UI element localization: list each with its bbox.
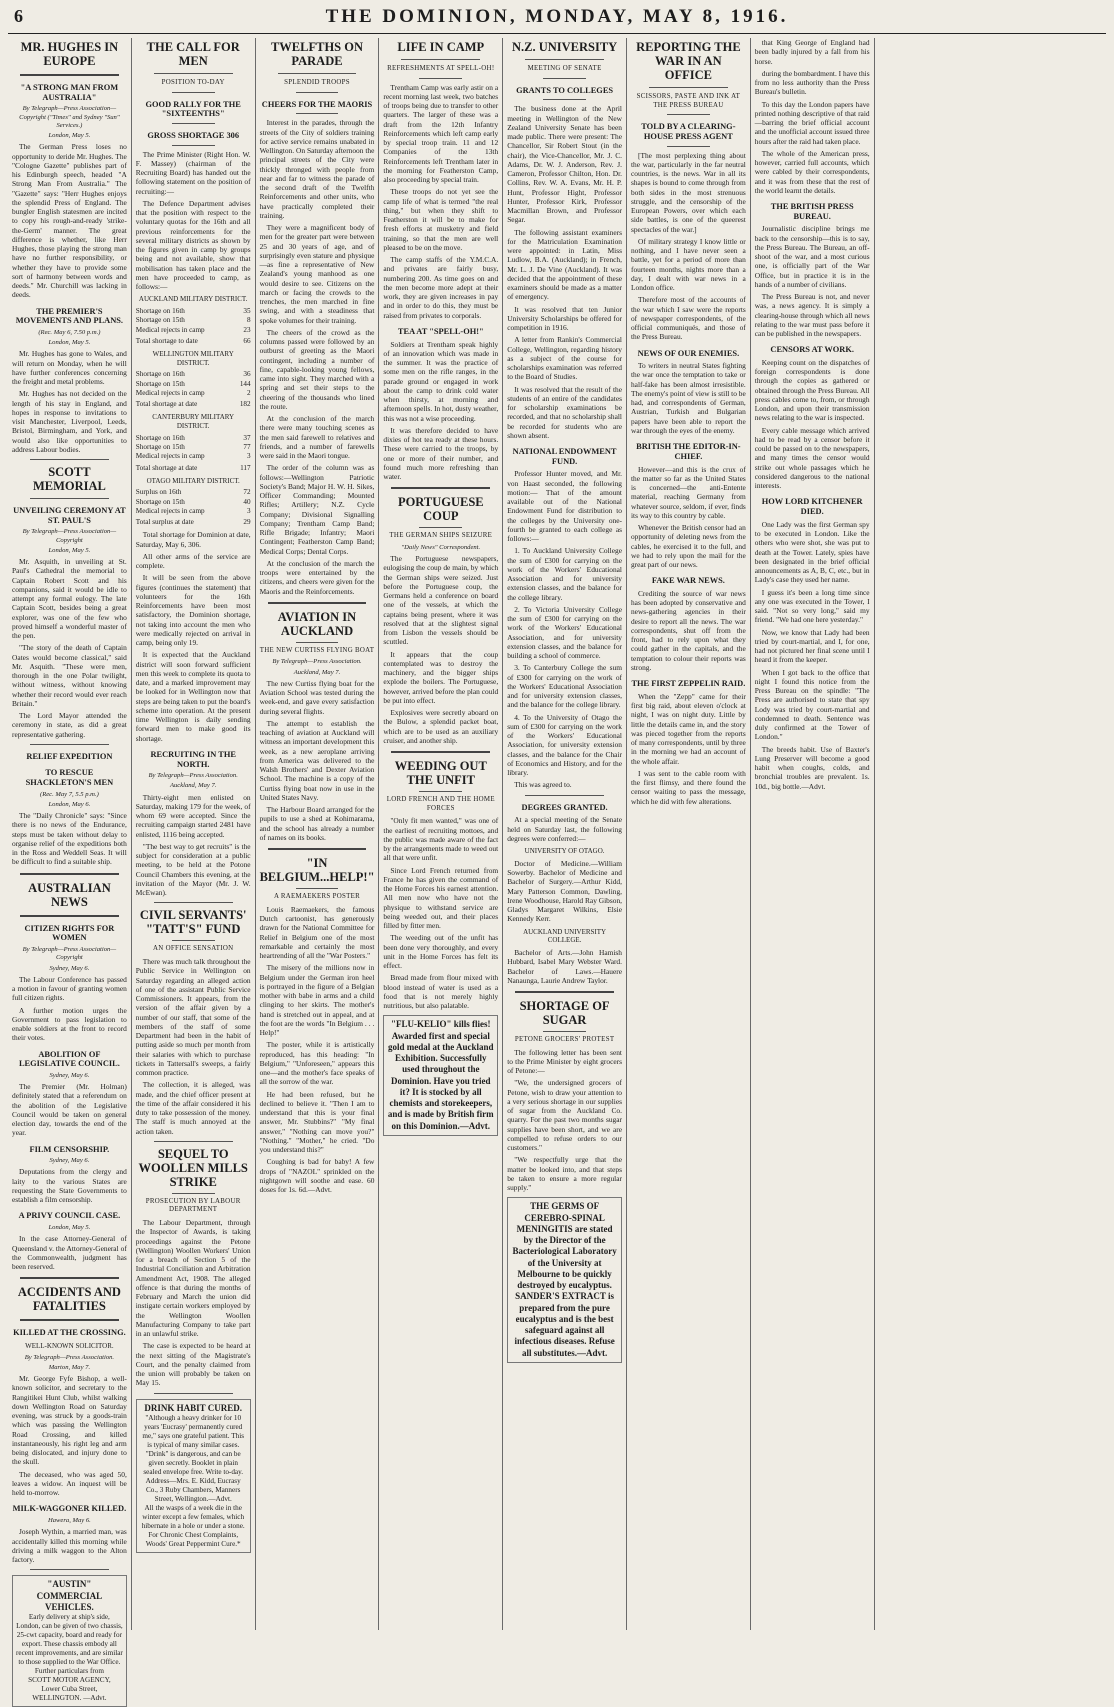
paragraph: To this day the London papers have printed nothing descriptive of that raid —barring the brief official account and the unofficial account issued three hours after the raid had taken place. — [754, 99, 870, 146]
dateline: By Telegraph—Press Association. — [148, 772, 238, 780]
deck: PETONE GROCERS' PROTEST — [514, 1036, 615, 1043]
divider — [391, 487, 490, 489]
paragraph: Therefore most of the accounts of the war which I saw were the reports of newspaper correspondents, of the official communiqués, and those of the Press Bureau. — [630, 295, 746, 342]
paragraph: Crediting the source of war news has been adopted by conservative and news-gathering agencies in their desire to report all the news. The war correspondents, shut off from the front, had to rely upon what they could gather in the capitals, and the temptation to colour their reports was strong. — [630, 588, 746, 672]
row-value: 3 — [247, 506, 251, 515]
figures-table — [136, 488, 251, 527]
headline: TWELFTHS ON PARADE — [270, 40, 364, 68]
divider — [525, 795, 604, 796]
paragraph: He had been refused, but he declined to believe it. "Then I am to understand that this is your final answer, Mr. Stubbins?" "My final answer," "Nothing can move you?" "Nothing." "Mother," he cried. "Do you understand this?" — [259, 1089, 375, 1154]
column-8 — [875, 38, 999, 1630]
divider — [20, 915, 119, 917]
row-value: 29 — [243, 518, 251, 527]
paragraph: The new Curtiss flying boat for the Aviation School was tested during the week-end, and gave every satisfaction during several flights. — [259, 678, 375, 716]
dateline: London, May 5. — [48, 546, 91, 554]
paragraph: Every cable message which arrived had to be read by a censor before it could be passed on to the newspapers, and many times the censor would strike out whole passages which he considered dangerous to the national interests. — [754, 425, 870, 491]
dateline: London, May 5. — [48, 132, 91, 140]
paragraph: The cheers of the crowd as the columns passed were followed by an outburst of greeting as the Maori contingent, including a number of fine, capable-looking young fellows, came into sight. They marched with a spring and set their steps to the cheering of the thousands who lined the route. — [259, 327, 375, 411]
dateline: By Telegraph—Press Association—Copyright ("Times" and Sydney "Sun" Services.) — [19, 105, 120, 129]
divider — [20, 74, 119, 76]
headline: MR. HUGHES IN EUROPE — [20, 40, 119, 68]
paragraph: A further motion urges the Government to pass legislation to enable soldiers at the front to record their votes. — [12, 1005, 127, 1043]
paragraph: Interest in the parades, through the streets of the City of soldiers training for active service remains unabated in Wellington. On Saturday afternoon the principal streets of the City were thickly thronged with people from near and far to witness the parade of the second draft of the Twelfth Reinforcements and other units, who have practically completed their training. — [259, 118, 375, 220]
divider — [296, 642, 339, 643]
paragraph: The Labour Conference has passed a motion in favour of granting women full citizen rights. — [12, 974, 127, 1003]
row-value: 40 — [243, 497, 251, 506]
row-value: 23 — [243, 325, 251, 334]
divider — [30, 459, 109, 460]
paragraph: "The best way to get recruits" is the subject for consideration at a public meeting, to be held at the Potone Council Chambers this evening, at the invitation of the Mayor (Mr. J. W. McEwan). — [135, 841, 251, 898]
figures-table — [136, 307, 251, 346]
paragraph: Thirty-eight men enlisted on Saturday, making 179 for the week, of whom 69 were accepted. Since the recruiting campaign started 2481 have enlisted, 1116 being accepted. — [135, 792, 251, 839]
paragraph: Mr. Hughes has not decided on the length of his stay in England, and hopes in response to invitations to visit Manchester, Liverpool, Leeds, Bristol, Birmingham, and York, and would also like opportunities to address Labour bodies. — [12, 389, 127, 454]
subheadline: ABOLITION OF LEGISLATIVE COUNCIL. — [18, 1049, 120, 1069]
ad-line: DRINK HABIT CURED. — [144, 1402, 242, 1413]
page-number: 6 — [14, 6, 23, 26]
divider — [419, 791, 462, 792]
paragraph: It was therefore decided to have dixies of hot tea ready at these hours. These were carried to the troops, by one or more of their number, and found much more refreshing than water. — [383, 425, 499, 482]
paragraph: Deputations from the clergy and laity to the various States are requesting the State Governments to establish a film censorship. — [12, 1167, 127, 1205]
divider — [278, 73, 357, 74]
headline: THE CALL FOR MEN — [146, 40, 240, 68]
paragraph: Mr. Asquith, in unveiling at St. Paul's Cathedral the memorial to Captain Robert Scott and his companions, said it would be idle to attempt any formal eulogy. The late Captain Scott, besides being a great explorer, was one of the few who proved himself a wonderful master of the pen. — [12, 557, 127, 641]
paragraph: It is expected that the Auckland district will soon forward sufficient men this week to complete its quota to date, and a marked improvement may be looked for in Wellington now that steps are being taken to put the board's scheme into operation. At the present time Wellington is daily sending forward men to make good its shortage. — [135, 650, 251, 743]
dateline: Auckland, May 7. — [293, 668, 341, 676]
subheadline: GROSS SHORTAGE 306 — [147, 130, 240, 140]
headline: ACCIDENTS AND FATALITIES — [17, 1285, 121, 1314]
divider — [667, 146, 710, 147]
ad-line: THE GERMS OF CEREBRO-SPINAL MENINGITIS are stated by the Director of the Bacteriological Laboratory of the University at Melbourne to be quickly destroyed by eucalyptus. SANDER'S EXTRACT is prepared from the pure eucalyptus and is the best safeguard against all infectious diseases. Refuse all substitutes.—Advt. — [512, 1201, 617, 1358]
paragraph: Bachelor of Arts.—John Hamish Hubbard, Isabel Mary Webster Ward. Bachelor of Laws.—Hauere Nanaunga, Laurie Andrew Taylor. — [507, 948, 622, 985]
paragraph: Bread made from flour mixed with blood instead of water is used as a food that is not merely highly nutritious, but also palatable. — [383, 973, 499, 1011]
table-row — [136, 380, 251, 389]
section-label: CANTERBURY MILITARY DISTRICT. — [152, 413, 235, 431]
table-row — [136, 400, 251, 409]
paragraph: The Premier (Mr. Holman) definitely stated that a referendum on the abolition of the Legislative Council would be taken on general election day, towards the end of the year. — [12, 1082, 127, 1138]
headline: AUSTRALIAN NEWS — [28, 880, 111, 909]
dateline: Sydney, May 6. — [49, 964, 90, 972]
table-row — [136, 498, 251, 507]
paragraph: These troops do not yet see the camp life of what is termed "the real thing," but when they shift to Featherston it will be to make for fresh efforts at musketry and field training, so that the men are well pleased to be on the move. — [383, 187, 499, 252]
table-row — [136, 326, 251, 335]
deck: A RAEMAEKERS POSTER — [273, 893, 361, 901]
table-row — [136, 507, 251, 516]
deck: SCISSORS, PASTE AND INK AT THE PRESS BUREAU — [636, 93, 741, 109]
subheadline: CENSORS AT WORK. — [770, 345, 854, 355]
divider — [649, 87, 728, 88]
subheadline: A PRIVY COUNCIL CASE. — [18, 1211, 121, 1221]
headline: PORTUGUESE COUP — [397, 495, 484, 524]
paragraph: At a special meeting of the Senate held on Saturday last, the following degrees were conferred:— — [507, 815, 622, 843]
paragraph: They were a magnificent body of men for the greater part were between 25 and 30 years of age, and of surprisingly even stature and physique—as fine a representative of New Zealand's young manhood as one would desire to see. Citizens on the march or facing the crowds to the trenches, the men marched in fine swing, and with a steadiness that spoke volumes for their training. — [259, 223, 375, 325]
row-value: 35 — [243, 307, 251, 316]
section-label: AUCKLAND UNIVERSITY COLLEGE. — [523, 927, 607, 945]
paragraph: "Only fit men wanted," was one of the earliest of recruiting mottoes, and the public was made aware of the fact by the arrangements made to weed out all that were unfit. — [383, 816, 499, 863]
row-value: 37 — [243, 433, 251, 442]
deck: THE GERMAN SHIPS SEIZURE — [389, 532, 493, 540]
deck: THE NEW CURTISS FLYING BOAT — [259, 646, 375, 654]
paragraph: When the "Zepp" came for their first big raid, about eleven o'clock at night, I was on night duty. Little by little the details came in, and the story was pieced together from the reports of many correspondents, until by three in the morning we had an account of the whole affair. — [630, 691, 746, 766]
row-label: Medical rejects in camp — [135, 388, 205, 397]
row-value: 36 — [243, 370, 251, 379]
table-row — [136, 316, 251, 325]
figures-table — [136, 370, 251, 409]
advertisement — [12, 1575, 127, 1707]
divider — [30, 744, 109, 745]
paragraph: Joseph Wythin, a married man, was accidentally killed this morning while driving a milk waggon to the Alton factory. — [12, 1527, 127, 1565]
column-1 — [8, 38, 132, 1703]
paragraph: 1. To Auckland University College the sum of £300 for carrying on the work of the Workers' Educational Association and for university extension classes, and the balance for the college library. — [507, 546, 622, 602]
row-value: 144 — [239, 379, 251, 388]
paragraph: The following letter has been sent to the Prime Minister by eight grocers of Petone:— — [507, 1047, 622, 1076]
paragraph: The German Press loses no opportunity to deride Mr. Hughes. The "Cologne Gazette" publishes part of his Edinburgh speech, headed "A Strong Man From Australia." The "Gazette" says: "Herr Hughes enjoys the splendid Press of England. The bungler English statesmen are incited to copy his rough-and-ready 'strike-the-Germ' manner. The great difference is whether, like Herr Hughes, those playing the strong man have no further responsibility, or whether they have to provide some sort of harmony between words and deeds." Mr. Churchill was lacking in deeds. — [12, 142, 127, 300]
ad-line: Early delivery at ship's side, London, can be given of two chassis, 25-cwt capacity, board and ready for export. These chassis embody all recent improvements, and are similar to those supplied to the War Office. — [16, 1613, 123, 1667]
row-label: Total shortage to date — [135, 336, 198, 345]
paragraph: However—and this is the crux of the matter so far as the United States is concerned—the anti-Entente material, reaching Germany from whatever source, seldom, if ever, finds its way to this country by cable. — [630, 464, 746, 520]
divider — [20, 873, 119, 875]
divider — [419, 527, 462, 528]
paragraph: The attempt to establish the teaching of aviation at Auckland will witness an important development this week, as a new aeroplane arriving from America was delivered to the Walsh Brothers' and Dexter Aviation School. The machine is a copy of the Curtiss flying boat now in use in the United States Navy. — [259, 718, 375, 802]
row-label: Shortage on 16th — [135, 433, 185, 442]
table-row — [136, 337, 251, 346]
row-label: Surplus on 16th — [135, 488, 182, 497]
paragraph: Doctor of Medicine.—William Sowerby. Bachelor of Medicine and Bachelor of Surgery.—Arthur Kidd, Mary Patterson Common, Dawling, Irene Woodhouse, Harold Ray Gibson, Gladys Margaret Wilkins, Elsie Kennedy Kerr. — [507, 858, 622, 924]
table-row — [136, 443, 251, 452]
row-label: Total shortage at date — [135, 463, 198, 472]
paragraph: The whole of the American press, however, carried full accounts, which were cabled by their correspondents, and it was from these that the rest of the world learnt the details. — [754, 148, 870, 195]
divider — [172, 145, 215, 146]
row-label: Shortage on 15th — [135, 443, 185, 452]
deck: MEETING OF SENATE — [527, 65, 602, 72]
divider — [543, 78, 586, 79]
table-row — [136, 389, 251, 398]
divider — [268, 848, 367, 850]
divider — [154, 1141, 233, 1142]
subheadline: KILLED AT THE CROSSING. — [13, 1328, 126, 1338]
paragraph: In the case Attorney-General of Queensland v. the Attorney-General of the Commonwealth, judgment has been reserved. — [12, 1234, 127, 1272]
subheadline: BRITISH THE EDITOR-IN-CHIEF. — [636, 442, 741, 461]
dateline: (Rec. May 6, 7.50 p.m.) — [38, 328, 101, 336]
paragraph: It appears that the coup contemplated was to destroy the machinery, and the bigger ships explode the boilers. The Portuguese, however, arrived before the plan could be put into effect. — [383, 649, 499, 705]
table-row — [136, 518, 251, 527]
paragraph: At the conclusion of the march there were many touching scenes as the men said farewell to relatives and friends, and a number of farewells were said in the Maori tongue. — [259, 414, 375, 461]
paragraph: The "Daily Chronicle" says: "Since there is no news of the Endurance, steps must be taken without delay to organise relief of the expeditions both in the Ross and Weddell Seas. It will be difficult to find a suitable ship. — [12, 811, 127, 867]
paragraph: during the bombardment. I have this from no less authority than the Press Bureau's bulletin. — [754, 68, 870, 97]
subheadline: CHEERS FOR THE MAORIS — [261, 99, 373, 109]
ad-line: "FLU-KELIO" kills flies! Awarded first and special gold medal at the Auckland Exhibition. Successfully used throughout the Dominion. Have you tried it? It is stocked by all chemists and storekeepers, and is made by British firm on this Dominion.—Advt. — [387, 1019, 494, 1131]
paragraph: The case is expected to be heard at the next sitting of the Magistrate's Court, and the penalty claimed from the union will probably be taken on May 15. — [135, 1341, 251, 1388]
subheadline: HOW LORD KITCHENER DIED. — [761, 497, 863, 517]
paragraph: One Lady was the first German spy to be executed in London. Like the others who were shot, she was put to death at the Tower. Lately, spies have been designated in the brief official announcements as A, B, C, etc., but in Lady's case they used her name. — [754, 519, 870, 585]
advertisement — [507, 1197, 622, 1363]
paragraph: Whenever the British censor had an opportunity of deleting news from the cables, he exercised it to the full, and we had to rely upon the mail for the great part of our news. — [630, 523, 746, 570]
subheadline: TO RESCUE SHACKLETON'S MEN — [25, 768, 114, 788]
row-label: Total surplus at date — [135, 518, 194, 527]
subheadline: NATIONAL ENDOWMENT FUND. — [512, 447, 617, 466]
paragraph: It will be seen from the above figures (continues the statement) that volunteers for the 16th Reinforcements have been most satisfactory, the Dominion shortage, not taking into account the men who were medically rejected on arrival in camp, being only 19. — [135, 573, 251, 648]
row-value: 77 — [243, 443, 251, 452]
paragraph: There was much talk throughout the Public Service in Wellington on Saturday regarding an alleged action of one of the assistant Public Service Commissioners. It appears, from the version of the affair given by a number of our staff, that some of the members of the staff of some Department had been in the habit of putting aside so much per month from their salaries with which to purchase tickets in Tattersall's sweeps, a fairly common practice. — [135, 957, 251, 1077]
divider — [401, 59, 480, 60]
table-row — [136, 452, 251, 461]
paragraph: "The story of the death of Captain Oates would become classical," said Mr. Asquith. "These were men, thorough in the one Polar twilight, without witness, without knowing whether their record would ever reach Britain." — [12, 643, 127, 708]
paragraph: "We respectfully urge that the matter be looked into, and that steps be taken to ensure a more regular supply." — [507, 1155, 622, 1193]
subheadline: THE FIRST ZEPPELIN RAID. — [631, 679, 746, 689]
subheadline: FAKE WAR NEWS. — [651, 576, 725, 586]
paragraph: Since Lord French returned from France he has given the command of the Home Forces his earnest attention. All men now who have not the physique to withstand service are being weeded out, and their places filled by fitter men. — [383, 865, 499, 931]
subheadline: RECRUITING IN THE NORTH. — [150, 749, 236, 769]
row-value: 182 — [239, 400, 251, 409]
dateline: Auckland, May 7. — [169, 782, 217, 790]
paragraph: Now, we know that Lady had been tried by court-martial, and I, for one, had not pictured her final scene until I heard it from the keeper. — [754, 627, 870, 665]
row-label: Shortage on 16th — [135, 370, 185, 379]
dateline: By Telegraph—Press Association. — [272, 658, 362, 666]
section-label: UNIVERSITY OF OTAGO. — [524, 847, 605, 855]
deck: REFRESHMENTS AT SPELL-OH! — [387, 65, 495, 72]
paragraph: The poster, while it is artistically reproduced, has this heading: "In Belgium," "Unforeseen," appears this one—and the mother's face speaks of all the sorrow of the war. — [259, 1040, 375, 1087]
paragraph: Trentham Camp was early astir on a recent morning last week, two batches of troops being due to transfer to other quarters. The larger of these was a draft from the 12th Infantry Reinforcements which left camp early by special troop train. 11 and 12 Companies of the 13th Reinforcements left Trentham later in the morning for Featherston Camp, also proceeding by special train. — [383, 82, 499, 185]
section-label: AUCKLAND MILITARY DISTRICT. — [138, 295, 248, 304]
row-value: 66 — [243, 336, 251, 345]
divider — [391, 751, 490, 753]
deck: LORD FRENCH AND THE HOME FORCES — [386, 796, 495, 812]
paragraph: The following assistant examiners for the Matriculation Examination were appointed: in Latin, Miss Ludlow, B.A. (Auckland); in French, Mr. L. J. De Vine (Auckland). It was decided that the appointment of these examiners should be made as a matter of emergency. — [507, 227, 622, 302]
paragraph: The Prime Minister (Right Hon. W. F. Massey) (chairman of the Recruiting Board) has handed out the following statement on the position of recruiting:— — [135, 149, 251, 196]
headline: WEEDING OUT THE UNFIT — [394, 759, 487, 788]
ad-line: SCOTT MOTOR AGENCY, — [28, 1676, 111, 1685]
row-value: 117 — [240, 463, 251, 472]
ad-line: All the wasps of a week die in the winter except a few females, which hibernate in a hole or under a stone. — [141, 1503, 245, 1530]
row-value: 2 — [247, 388, 251, 397]
divider — [543, 99, 586, 100]
paragraph: 4. To the University of Otago the sum of £300 for carrying on the work of the Workers' Educational Association, for university extension classes, and the balance for the Chair of Economics and History, and for the library. — [507, 712, 622, 778]
paragraph: The camp staffs of the Y.M.C.A. and privates are fairly busy, numbering 200. As time goes on and the men become more adept at their work, they are given increases in pay and in order to do this, they must be raised from privates to corporals. — [383, 255, 499, 320]
paragraph: The order of the column was as follows:—Wellington Patriotic Society's Band; Major H. W. H. Sikes, Officer Commanding; Mounted Rifles; Artillery; N.Z. Cycle Company; Divisional Signalling Company; Trentham Camp Band; Rifle Brigade; Infantry; Maori Contingent; Featherston Camp Band; Medical Corps; Dental Corps. — [259, 463, 375, 556]
subheadline: TOLD BY A CLEARING-HOUSE PRESS AGENT — [641, 122, 736, 141]
divider — [296, 92, 339, 93]
paragraph: The deceased, who was aged 50, leaves a widow. An inquest will be held to-morrow. — [12, 1469, 127, 1498]
paragraph: The weeding out of the unfit has been done very thoroughly, and every unit in the Home Forces has felt its effect. — [383, 933, 499, 971]
divider — [296, 888, 339, 889]
dateline: London, May 5. — [48, 339, 91, 347]
columns-container — [8, 38, 1106, 1703]
table-row — [136, 464, 251, 473]
table-row — [136, 434, 251, 443]
dateline: By Telegraph—Press Association. — [24, 1353, 115, 1361]
subheadline: THE PREMIER'S MOVEMENTS AND PLANS. — [15, 306, 124, 326]
paragraph: This was agreed to. — [514, 780, 572, 790]
column-4 — [379, 38, 503, 1630]
subheadline: THE BRITISH PRESS BUREAU. — [770, 202, 854, 221]
subheadline: DEGREES GRANTED. — [521, 802, 608, 812]
column-2 — [132, 38, 256, 1630]
paragraph: When I got back to the office that night I found this notice from the Press Bureau on the spindle: "The Press are authorised to state that spy Lody was tried by court-martial and condemned to death. Sentence was duly confirmed at the Tower of London." — [754, 667, 870, 742]
advertisement — [136, 1399, 251, 1553]
paragraph: The Lord Mayor attended the ceremony in state, as did a great representative gathering. — [12, 711, 127, 739]
headline: LIFE IN CAMP — [397, 40, 485, 54]
paragraph: Mr. Hughes has gone to Wales, and will return on Monday, when he will have further conferences concerning the freight and metal problems. — [12, 349, 127, 387]
subheadline: FILM CENSORSHIP. — [29, 1144, 110, 1154]
paragraph: [The most perplexing thing about the war, particularly in the far neutral countries, is the news. War in all its shapes is bound to come through from both sides in the most strenuous struggle, and the censorship of the European Powers, over which each side battles, is one of the queerest spectacles of the war.] — [630, 150, 746, 234]
paragraph: It was resolved that ten Junior University Scholarships be offered for competition in 1916. — [507, 304, 622, 333]
paragraph: I guess it's been a long time since any one was executed in the Tower, I said. "Not so very long," said my friend. "We had one here yesterday." — [754, 587, 870, 625]
subheadline: "A STRONG MAN FROM AUSTRALIA" — [20, 83, 119, 102]
subheadline: MILK-WAGGONER KILLED. — [12, 1504, 127, 1514]
paragraph: The Labour Department, through the Inspector of Awards, is taking proceedings against the Petone (Wellington) Woollen Workers' Union for a breach of Section 5 of the Industrial Conciliation and Arbitration Amendment Act, 1908. The alleged offence is that during the months of February and March the union did instigate certain workers employed by the Wellington Woollen Manufacturing Company to take part in an unlawful strike. — [135, 1218, 251, 1338]
paragraph: Soldiers at Trentham speak highly of an innovation which was made in the summer. It was the practice of some men on the rifle ranges, in the parade ground or engaged in work about the camp to drink cold water when thirsty, at morning and afternoon spells. In hot, dusty weather, this was not a wise proceeding. — [383, 339, 499, 423]
headline: SEQUEL TO WOOLLEN MILLS STRIKE — [138, 1146, 248, 1189]
divider — [154, 1393, 233, 1394]
subheadline: TEA AT "SPELL-OH!" — [397, 326, 484, 336]
paragraph: Mr. George Fyfe Bishop, a well-known solicitor, and secretary to the Rangitikei Hunt Club, whilst walking down Wellington Road on Saturday evening, was struck by a goods-train which was passing the Wellington Road Crossing, and killed instantaneously, his right leg and arm being dislocated, and injury done to the skull. — [12, 1374, 127, 1467]
paragraph: A letter from Rankin's Commercial College, Wellington, regarding history as a subject of the course for scholarships examination was referred to the Board of Studies. — [507, 335, 622, 382]
divider — [172, 92, 215, 93]
subheadline: UNVEILING CEREMONY AT ST. PAUL'S — [13, 506, 126, 525]
paragraph: The collection, it is alleged, was made, and the chief officer present at the time of the affair considered it his duty to take possession of the money. The staff is much annoyed at the action taken. — [135, 1080, 251, 1136]
paragraph: The Harbour Board arranged for the pupils to use a shed at Kohimarama, and the school has already a number of names on its books. — [259, 805, 375, 842]
figures-table — [136, 434, 251, 473]
headline: CIVIL SERVANTS' "TATT'S" FUND — [139, 908, 247, 937]
row-label: Shortage on 16th — [135, 307, 185, 316]
paragraph: Of military strategy I know little or nothing, and I have never seen a battle, yet for a period of more than fourteen months, nights more than a day, I dealt with war news in a London office. — [630, 236, 746, 293]
divider — [543, 1031, 586, 1032]
divider — [20, 1319, 119, 1321]
deck: POSITION TO-DAY — [161, 79, 225, 86]
divider — [172, 1193, 215, 1194]
headline: N.Z. UNIVERSITY — [511, 40, 618, 54]
headline: "IN BELGIUM...HELP!" — [259, 856, 375, 885]
paragraph: I was sent to the cable room with the first flimsy, and there found the censor waiting to pass the message, which he did with few alterations. — [630, 768, 746, 806]
row-value: 8 — [247, 316, 251, 325]
divider — [296, 113, 339, 114]
row-label: Medical rejects in camp — [135, 506, 205, 515]
table-row — [136, 370, 251, 379]
column-5 — [503, 38, 627, 1630]
row-label: Shortage on 15th — [135, 316, 185, 325]
table-row — [136, 488, 251, 497]
paragraph: Explosives were secretly aboard on the Bulow, a splendid packet boat, which are to be used as an auxiliary cruiser, and another ship. — [383, 708, 499, 745]
paragraph: 3. To Canterbury College the sum of £300 for carrying on the work of the Workers' Educational Association and for university extension classes, and the balance for the college library. — [507, 663, 622, 710]
paragraph: Louis Raemaekers, the famous Dutch cartoonist, has generously drawn for the National Committee for Relief in Belgium one of the most remarkable and certainly the most heartrending of all the "War Posters." — [259, 904, 375, 960]
column-6 — [627, 38, 751, 1630]
row-value: 3 — [247, 452, 251, 461]
dateline: Sydney, May 6. — [49, 1071, 90, 1079]
paragraph: Keeping count on the dispatches of foreign correspondents is done through the copies as gathered or obtained through the Press Bureau. All press cables come to, from, or through London, and upon their transmission news relating to the war is inspected. — [754, 357, 870, 423]
dateline: By Telegraph—Press Association—Copyright — [22, 528, 117, 544]
section-label: OTAGO MILITARY DISTRICT. — [146, 476, 240, 485]
column-3 — [256, 38, 380, 1630]
ad-line: WELLINGTON. —Advt. — [32, 1694, 107, 1703]
section-label: WELLINGTON MILITARY DISTRICT. — [152, 349, 234, 367]
divider — [268, 602, 367, 604]
divider — [172, 123, 215, 124]
paragraph: "We, the undersigned grocers of Petone, wish to draw your attention to a very serious shortage in our supplies of sugar from the Auckland Co. quarry. For the past two months sugar supplies have been short, and we are compelled to refuse orders to our customers." — [507, 1078, 622, 1153]
paragraph: The Press Bureau is not, and never was, a news agency. It is simply a clearing-house through which all news relating to the war must pass before it can be published in the newspapers. — [754, 292, 870, 339]
divider — [154, 902, 233, 903]
dateline: Hawera, May 6. — [47, 1517, 91, 1525]
section-label: WELL-KNOWN SOLICITOR. — [25, 1341, 114, 1350]
row-label: Shortage on 15th — [135, 379, 185, 388]
subheadline: CITIZEN RIGHTS FOR WOMEN — [24, 923, 115, 943]
paragraph: The Defence Department advises that the position with respect to the voluntary quotas for the 16th and all previous reinforcements for the several military districts as shown by the figures given in camp by groups being and not available, show that mobilisation has taken place and the men have proceeded to camp, as follows:— — [135, 198, 251, 292]
subheadline: GOOD RALLY FOR THE "SIXTEENTHS" — [145, 99, 241, 119]
ad-line: Further particulars from — [34, 1667, 104, 1676]
row-label: Medical rejects in camp — [135, 452, 205, 461]
paragraph: It was resolved that the result of the students of an entire of the candidates for scholarship examinations be recorded, and that no scholarship shall be recorded for students who are shown absent. — [507, 384, 622, 440]
headline: AVIATION IN AUCKLAND — [277, 609, 357, 638]
divider — [667, 114, 710, 115]
divider — [30, 1569, 109, 1570]
paper-title: THE DOMINION, MONDAY, MAY 8, 1916. — [325, 6, 789, 27]
headline: SCOTT MEMORIAL — [32, 465, 106, 494]
paragraph: Professor Hunter moved, and Mr. von Haast seconded, the following motion:— That of the amount available out of the National Endowment Fund for distribution to the colleges by the University one-fourth be granted to each college as follows:— — [507, 469, 622, 544]
ad-line: "Although a heavy drinker for 10 years 'Eucrasy' permanently cured me," says one grateful patient. This is typical of many similar cases. "Drink" is dangerous, and can be given secretly. Booklet in plain sealed envelope free. Write to-day. Address—Mrs. E. Kidd, Eucrasy Co., 3 Ruby Chambers, Manners Street, Wellington.—Advt. — [142, 1413, 244, 1503]
paragraph: The Portuguese newspapers, eulogising the coup de main, by which the German ships were seized. Just before the Portuguese coup, the Germans held a conference on board one of the vessels, at which the captains being present, where it was resolved that at the slightest signal from Lisbon the vessels should be scuttled. — [383, 554, 499, 647]
headline: SHORTAGE OF SUGAR — [519, 999, 610, 1027]
paragraph: The misery of the millions now in Belgium under the German iron heel is portrayed in the figure of a Belgian mother with babe in arms and a child clinging to her skirts. The mother's hand is stretched out in appeal, and at the foot are the words "In Belgium . . . Help!" — [259, 963, 375, 1037]
masthead — [8, 4, 1106, 34]
dateline: Marton, May 7. — [48, 1363, 91, 1371]
table-row — [136, 307, 251, 316]
subheadline: GRANTS TO COLLEGES — [516, 85, 614, 95]
divider — [525, 59, 604, 60]
dateline: London, May 5. — [48, 1224, 91, 1232]
dateline: By Telegraph—Press Association—Copyright — [22, 946, 117, 962]
divider — [419, 78, 462, 79]
row-label: Shortage on 15th — [135, 497, 185, 506]
paragraph: Coughing is bad for baby! A few drops of "NAZOL" sprinkled on the nightgown will soothe and ease. 60 doses for 1s. 6d.—Advt. — [259, 1157, 375, 1194]
divider — [154, 73, 233, 74]
divider — [515, 991, 614, 993]
dateline: London, May 6. — [48, 801, 91, 808]
row-label: Medical rejects in camp — [135, 325, 205, 334]
ad-line: For Chronic Chest Complaints, Woods' Great Peppermint Cure.* — [145, 1530, 241, 1548]
divider — [172, 940, 215, 941]
paragraph: 2. To Victoria University College the sum of £300 for carrying on the work of the Workers' Educational Association, and for university extension classes, and the balance for building a school of commerce. — [507, 604, 622, 661]
ad-line: "AUSTIN" COMMERCIAL VEHICLES. — [36, 1579, 103, 1612]
paragraph: The breeds habit. Use of Baxter's Lung Preserver will become a good habit when coughs, colds, and bronchial troubles are prevalent. 1s. 10d., big bottle.—Advt. — [754, 744, 870, 791]
dateline: Sydney, May 6. — [49, 1157, 90, 1165]
ad-line: Lower Cuba Street, — [41, 1685, 98, 1694]
paragraph: To writers in neutral States fighting the war once the temptation to take or half-fake has been almost irresistible. The enemy's point of view is still to be had, and correspondents of German, Austrian, Turkish and Bulgarian papers have been able to report the war through the eyes of the enemy. — [630, 361, 746, 435]
deck: AN OFFICE SENSATION — [153, 945, 234, 953]
deck: SPLENDID TROOPS — [284, 79, 350, 86]
dateline: (Rec. May 7, 5.5 p.m.) — [40, 790, 99, 798]
column-7 — [751, 38, 875, 1630]
paragraph: Total shortage for Dominion at date, Saturday, May 6, 306. — [135, 530, 251, 549]
deck: PROSECUTION BY LABOUR DEPARTMENT — [145, 1197, 241, 1214]
advertisement — [383, 1015, 498, 1136]
paragraph: that King George of England had been badly injured by a fall from his horse. — [754, 38, 870, 66]
dateline: "Daily News" Correspondent. — [401, 543, 481, 551]
divider — [20, 1277, 119, 1279]
headline: REPORTING THE WAR IN AN OFFICE — [636, 40, 741, 82]
paragraph: All other arms of the service are complete. — [135, 551, 251, 571]
row-label: Total shortage at date — [135, 400, 198, 409]
row-value: 72 — [243, 488, 251, 497]
paragraph: The business done at the April meeting in Wellington of the New Zealand University Senate has been made public. There were present: The Chancellor, Sir Robert Stout (in the chair), the Vice-Chancellor, Mr. J. C. Adams, Dr. W. J. Anderson, Rev. J. Cameron, Professor Chilton, Hon. Dr. Collins, Rev. W. A. Evans, Mr. H. P. Hunt, Professor Hight, Professor Hunter, Professor Kirk, Professor Macmillan Brown, and Professor Segar. — [507, 104, 622, 225]
divider — [30, 498, 109, 499]
subheadline: NEWS OF OUR ENEMIES. — [637, 348, 740, 358]
subheadline: RELIEF EXPEDITION — [26, 751, 113, 761]
paragraph: At the conclusion of the march the troops were entertained by the citizens, and cheers were given for the Maoris and the Reinforcements. — [259, 558, 375, 596]
paragraph: Journalistic discipline brings me back to the censorship—this is to say, the Press Bureau. The Bureau, an off-shoot of the war, and a most curious one, is officially part of the War Office, but in practice it is in the hands of a number of civilians. — [754, 224, 870, 289]
